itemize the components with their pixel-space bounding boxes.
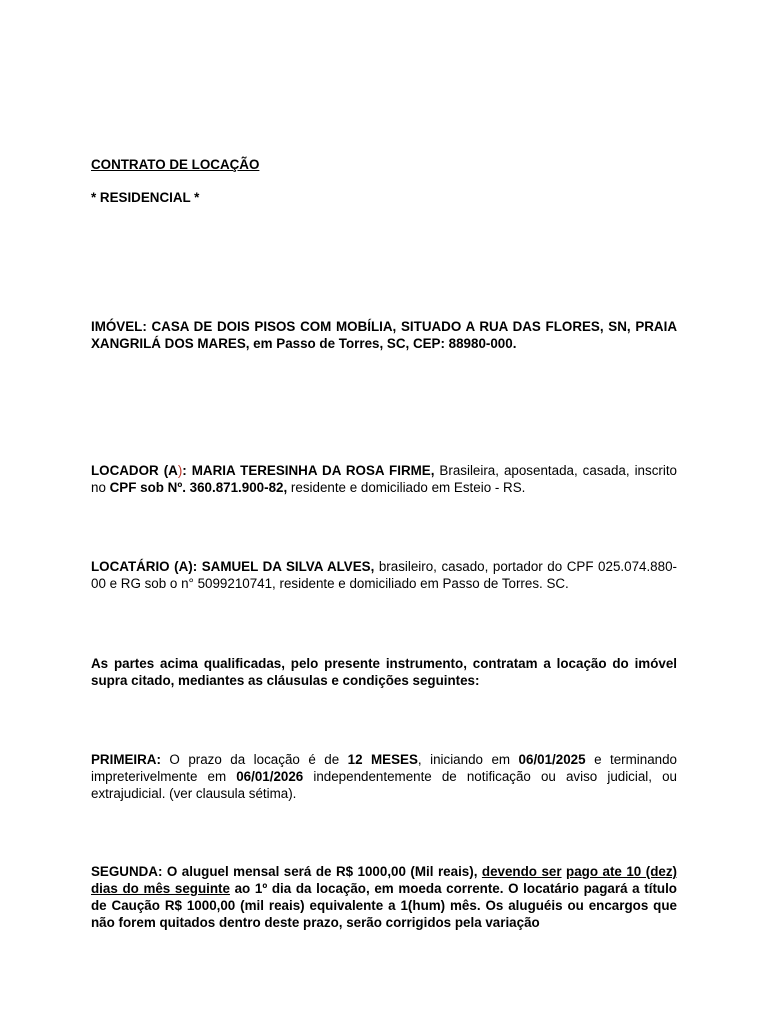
clause-segunda — [91, 863, 677, 931]
primeira-text-1: O prazo da locação é de — [160, 752, 348, 767]
locatario-paragraph — [91, 558, 677, 592]
locador-colon: : — [182, 463, 187, 478]
primeira-label: PRIMEIRA: — [91, 752, 161, 767]
primeira-start-date: 06/01/2025 — [518, 752, 586, 767]
primeira-end-date: 06/01/2026 — [236, 769, 304, 784]
primeira-text-3: e terminando impreterivelmente em — [91, 752, 677, 784]
segunda-text-3: ao 1º dia da locação, em moeda corrente. O locatário pagará a título de Caução R$ 1000,00 (mil reais) equivalente a 1(hum) mês. Os aluguéis ou encargos que não forem quitados dentro deste prazo, serão corrigidos pela variação — [91, 881, 677, 930]
imovel-paragraph: IMÓVEL: CASA DE DOIS PISOS COM MOBÍLIA, SITUADO A RUA DAS FLORES, SN, PRAIA XANGRILÁ DOS MARES, em Passo de Torres, SC, CEP: 88980-000. — [91, 319, 677, 351]
locatario-details: brasileiro, casado, portador do CPF 025.074.880-00 e RG sob o n° 5099210741, residente e domiciliado em Passo de Torres. SC. — [91, 559, 677, 591]
locador-cpf: CPF sob Nº. 360.871.900-82, — [109, 480, 288, 495]
locador-details-1: Brasileira, aposentada, casada, inscrito no — [91, 463, 677, 495]
primeira-text-2: , iniciando em — [417, 752, 519, 767]
primeira-months: 12 MESES — [347, 752, 418, 767]
segunda-text-1: SEGUNDA: O aluguel mensal será de R$ 1000,00 (Mil reais), — [91, 864, 482, 879]
clause-primeira — [91, 751, 677, 802]
document-subtitle: * RESIDENCIAL * — [91, 190, 200, 205]
locatario-label: LOCATÁRIO (A): SAMUEL DA SILVA ALVES, — [91, 559, 375, 574]
locador-name: MARIA TERESINHA DA ROSA FIRME, — [186, 463, 435, 478]
locador-paragraph — [91, 462, 677, 496]
locador-details-2: residente e domiciliado em Esteio - RS. — [287, 480, 526, 495]
document-title: CONTRATO DE LOCAÇÃO — [91, 157, 260, 172]
primeira-text-4: independentemente de notificação ou aviso judicial, ou extrajudicial. (ver clausula sétima). — [91, 769, 677, 801]
locador-paren: ) — [177, 463, 183, 478]
segunda-underline-1: devendo ser — [481, 864, 562, 879]
locador-label: LOCADOR (A — [91, 463, 178, 478]
partes-colon: : — [475, 673, 480, 688]
partes-paragraph — [91, 655, 677, 689]
segunda-underline-2: pago ate 10 (dez) dias do mês seguinte — [91, 864, 677, 896]
partes-text: As partes acima qualificadas, pelo presente instrumento, contratam a locação do imóvel supra citado, mediantes as cláusulas e condições seguintes — [91, 656, 677, 688]
